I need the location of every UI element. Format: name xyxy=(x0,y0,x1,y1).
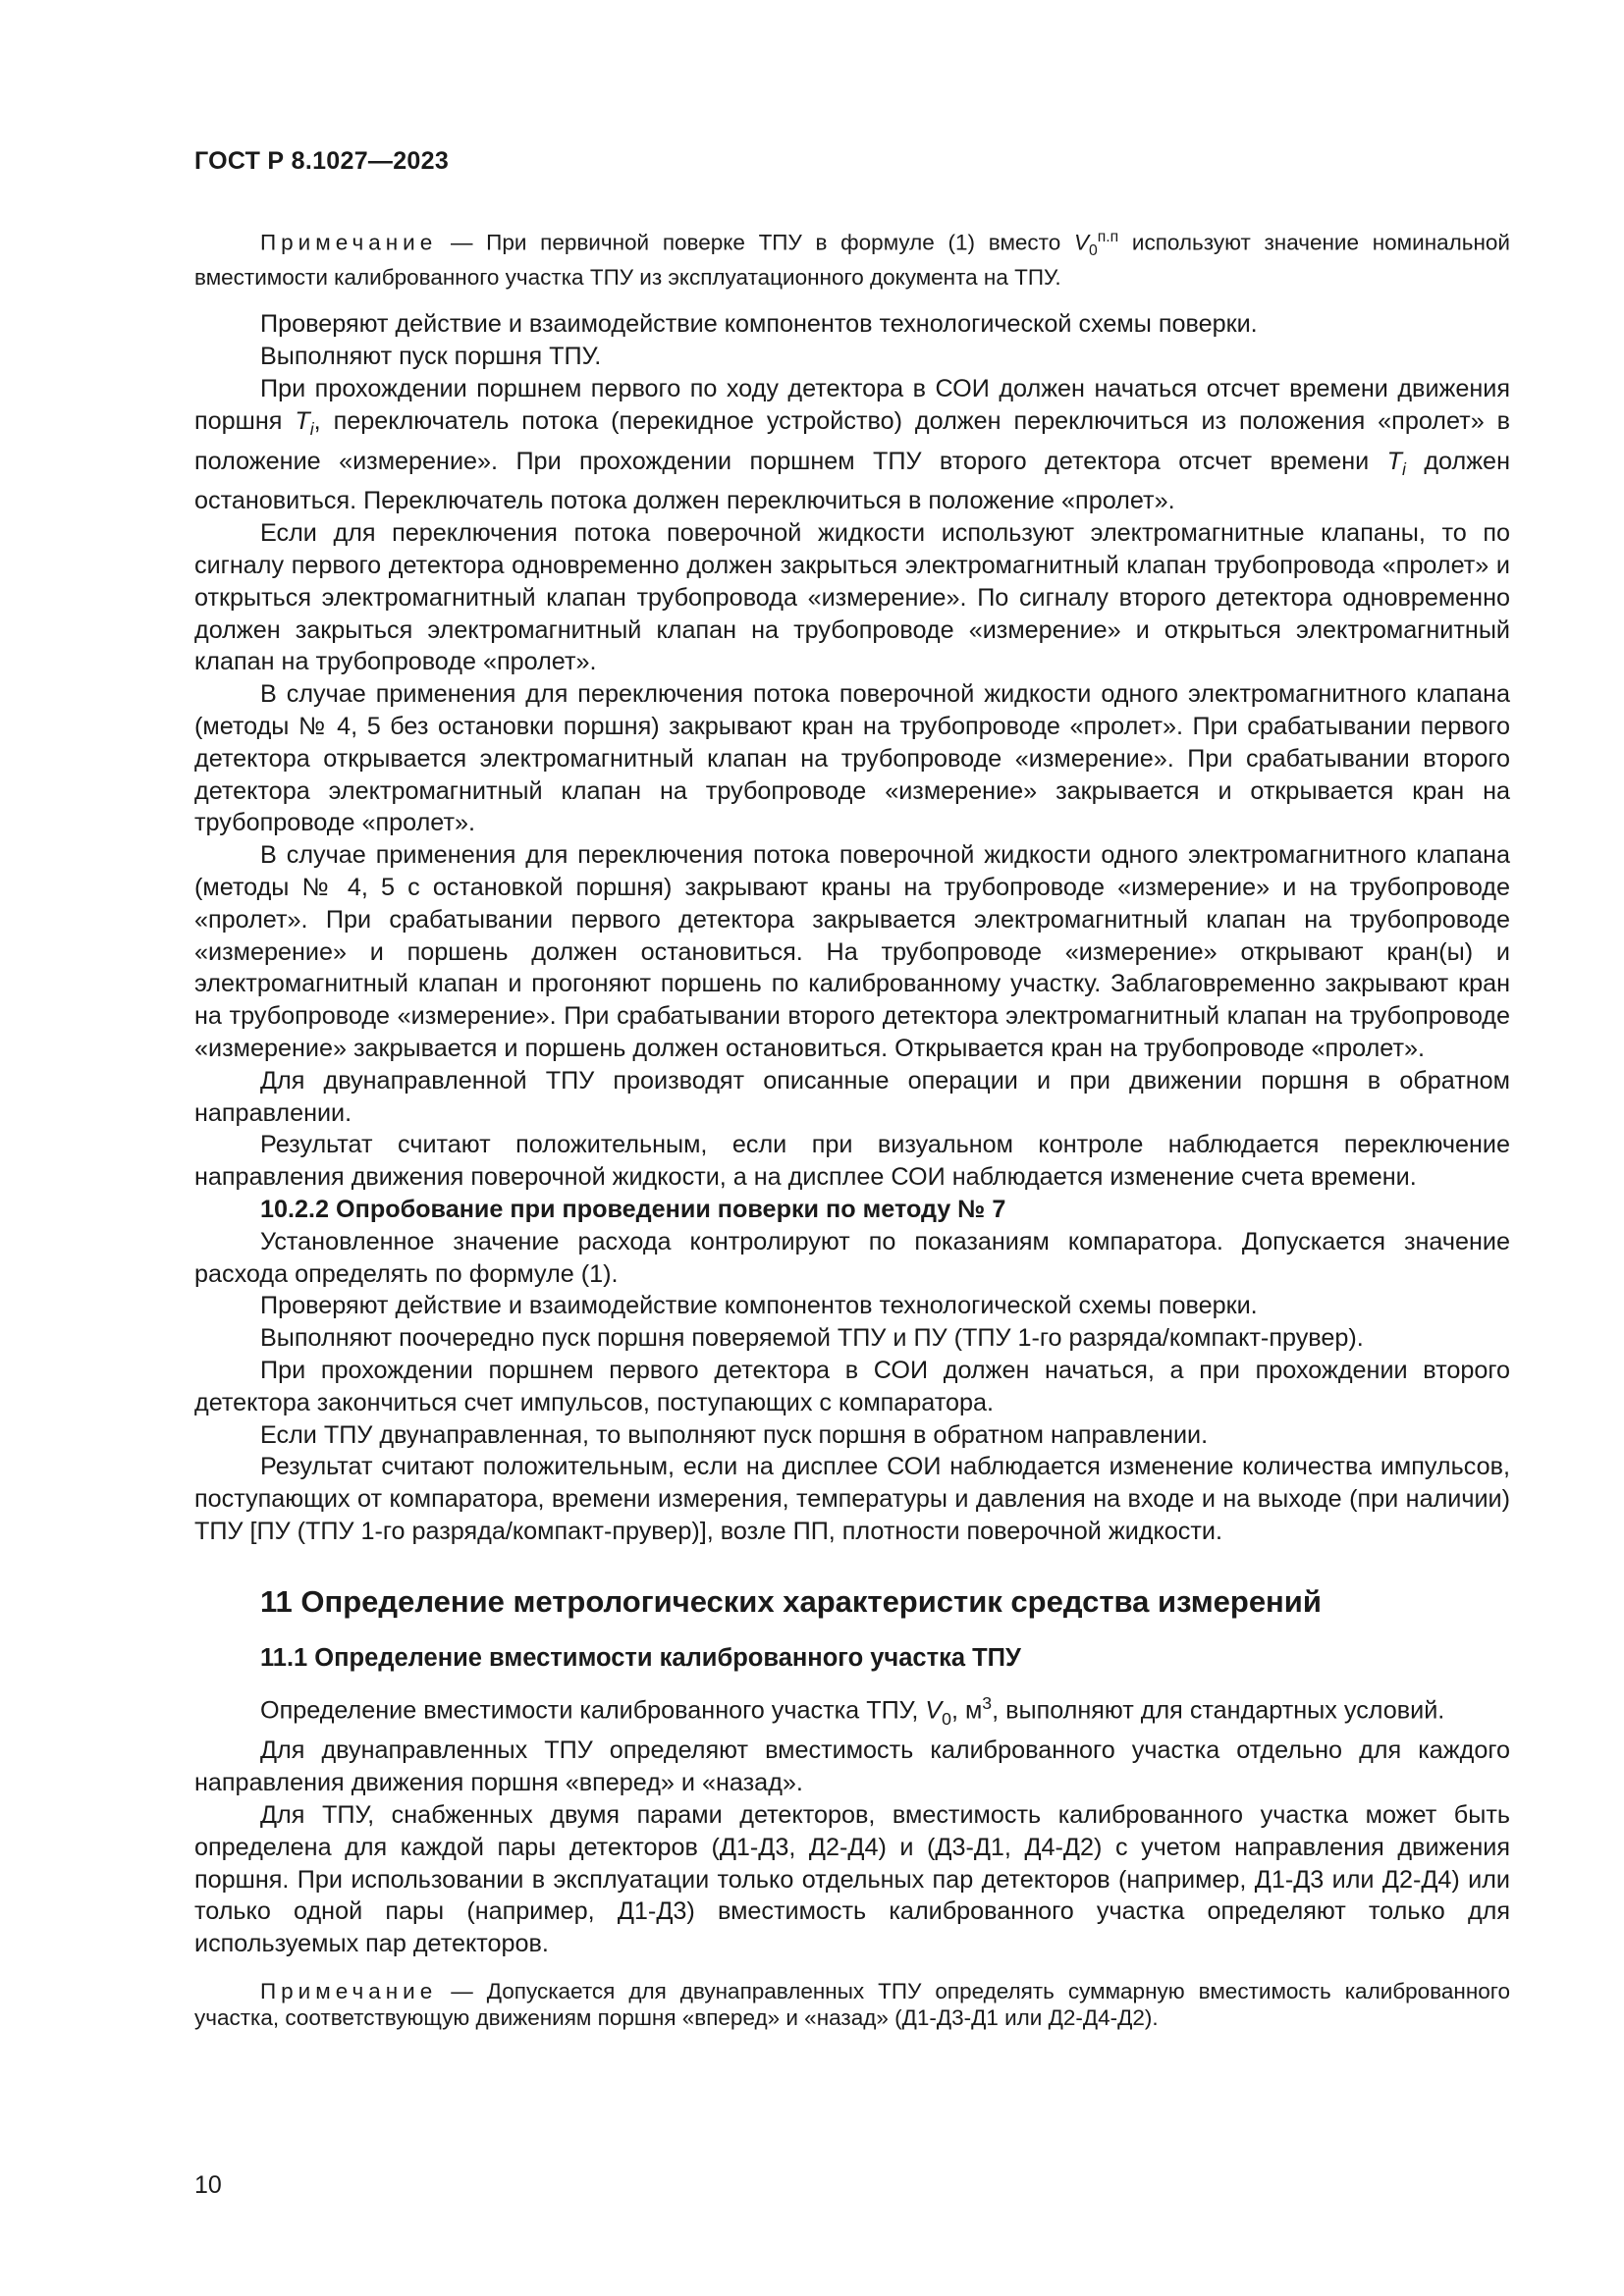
subsection-heading-10-2-2: 10.2.2 Опробование при проведении поверки по методу № 7 xyxy=(260,1196,1006,1224)
paragraph: В случае применения для переключения потока поверочной жидкости одного электромагнитного клапана (методы № 4, 5 без остановки поршня) закрывают кран на трубопроводе «пролет». При срабатывании первого детектора открывается электромагнитный клапан на трубопроводе «измерение». При срабатывании второго детектора электромагнитный клапан на трубопроводе «измерение» закрывается и открывается кран на трубопроводе «пролет». xyxy=(194,680,1510,837)
paragraph: Установленное значение расхода контролируют по показаниям компаратора. Допускается значение расхода определять по формуле (1). xyxy=(194,1227,1510,1288)
page-content xyxy=(194,224,1510,2031)
paragraph: Для двунаправленных ТПУ определяют вместимость калиброванного участка отдельно для каждого направления движения поршня «вперед» и «назад». xyxy=(194,1736,1510,1797)
note-2: Примечание — Допускается для двунаправленных ТПУ определять суммарную вместимость калиброванного участка, соответствующую движениям поршня «вперед» и «назад» (Д1-Д3-Д1 или Д2-Д4-Д2). xyxy=(194,1979,1510,2031)
section-heading-11: 11 Определение метрологических характеристик средства измерений xyxy=(260,1583,1322,1619)
paragraph: В случае применения для переключения потока поверочной жидкости одного электромагнитного клапана (методы № 4, 5 с остановкой поршня) закрывают краны на трубопроводе «измерение» и на трубопроводе «пролет». При срабатывании первого детектора закрывается электромагнитный клапан на трубопроводе «измерение» и поршень должен остановиться. На трубопроводе «измерение» открывают кран(ы) и электромагнитный клапан и прогоняют поршень по калиброванному участку. Заблаговременно закрывают кран на трубопроводе «измерение». При срабатывании второго детектора электромагнитный клапан на трубопроводе «измерение» закрывается и поршень должен остановиться. Открывается кран на трубопроводе «пролет». xyxy=(194,841,1510,1063)
note-1: Примечание — При первичной поверке ТПУ в формуле (1) вместо $V_0^{п.п}$ используют значение номинальной вместимости калиброванного участка ТПУ из эксплуатационного документа на ТПУ. xyxy=(194,229,1510,291)
paragraph: Результат считают положительным, если при визуальном контроле наблюдается переключение направления движения поверочной жидкости, а на дисплее СОИ наблюдается изменение счета времени. xyxy=(194,1131,1510,1192)
note-label: Примечание xyxy=(260,1979,438,2004)
paragraph: При прохождении поршнем первого детектора в СОИ должен начаться, а при прохождении второго детектора закончиться счет импульсов, поступающих с компаратора. xyxy=(194,1357,1510,1416)
paragraph: Выполняют пуск поршня ТПУ. xyxy=(260,342,602,370)
subsection-heading-11-1: 11.1 Определение вместимости калиброванного участка ТПУ xyxy=(260,1643,1021,1672)
paragraph: Определение вместимости калиброванного участка ТПУ, $V_0$, $м^3$, выполняют для стандартных условий. xyxy=(260,1692,1445,1729)
document-header: ГОСТ Р 8.1027—2023 xyxy=(194,147,450,175)
paragraph: Проверяют действие и взаимодействие компонентов технологической схемы поверки. xyxy=(260,1292,1258,1320)
paragraph: Для двунаправленной ТПУ производят описанные операции и при движении поршня в обратном направлении. xyxy=(194,1066,1510,1127)
paragraph: Если для переключения потока поверочной жидкости используют электромагнитные клапаны, то по сигналу первого детектора одновременно должен закрыться электромагнитный клапан трубопровода «пролет» и открыться электромагнитный клапан трубопровода «измерение». По сигналу второго детектора одновременно должен закрыться электромагнитный клапан на трубопроводе «измерение» и открыться электромагнитный клапан на трубопроводе «пролет». xyxy=(194,519,1510,676)
paragraph: Выполняют поочередно пуск поршня поверяемой ТПУ и ПУ (ТПУ 1-го разряда/компакт-прувер). xyxy=(260,1324,1364,1353)
paragraph: Проверяют действие и взаимодействие компонентов технологической схемы поверки. xyxy=(260,310,1258,339)
paragraph: При прохождении поршнем первого по ходу детектора в СОИ должен начаться отсчет времени движения поршня $T_i$, переключатель потока (перекидное устройство) должен переключиться из положения «пролет» в положение «измерение». При прохождении поршнем ТПУ второго детектора отсчет времени $T_i$ должен остановиться. Переключатель потока должен переключиться в положение «пролет». xyxy=(194,374,1510,515)
paragraph: Если ТПУ двунаправленная, то выполняют пуск поршня в обратном направлении. xyxy=(260,1420,1209,1449)
paragraph: Для ТПУ, снабженных двумя парами детекторов, вместимость калиброванного участка может быть определена для каждой пары детекторов (Д1-Д3, Д2-Д4) и (Д3-Д1, Д4-Д2) с учетом направления движения поршня. При использовании в эксплуатации только отдельных пар детекторов (например, Д1-Д3 или Д2-Д4) или только одной пары (например, Д1-Д3) вместимость калиброванного участка определяют только для используемых пар детекторов. xyxy=(194,1801,1510,1958)
paragraph: Результат считают положительным, если на дисплее СОИ наблюдается изменение количества импульсов, поступающих от компаратора, времени измерения, температуры и давления на входе и на выходе (при наличии) ТПУ [ПУ (ТПУ 1-го разряда/компакт-прувер)], возле ПП, плотности поверочной жидкости. xyxy=(194,1453,1510,1545)
note-label: Примечание xyxy=(260,230,438,255)
page-number: 10 xyxy=(194,2171,222,2199)
